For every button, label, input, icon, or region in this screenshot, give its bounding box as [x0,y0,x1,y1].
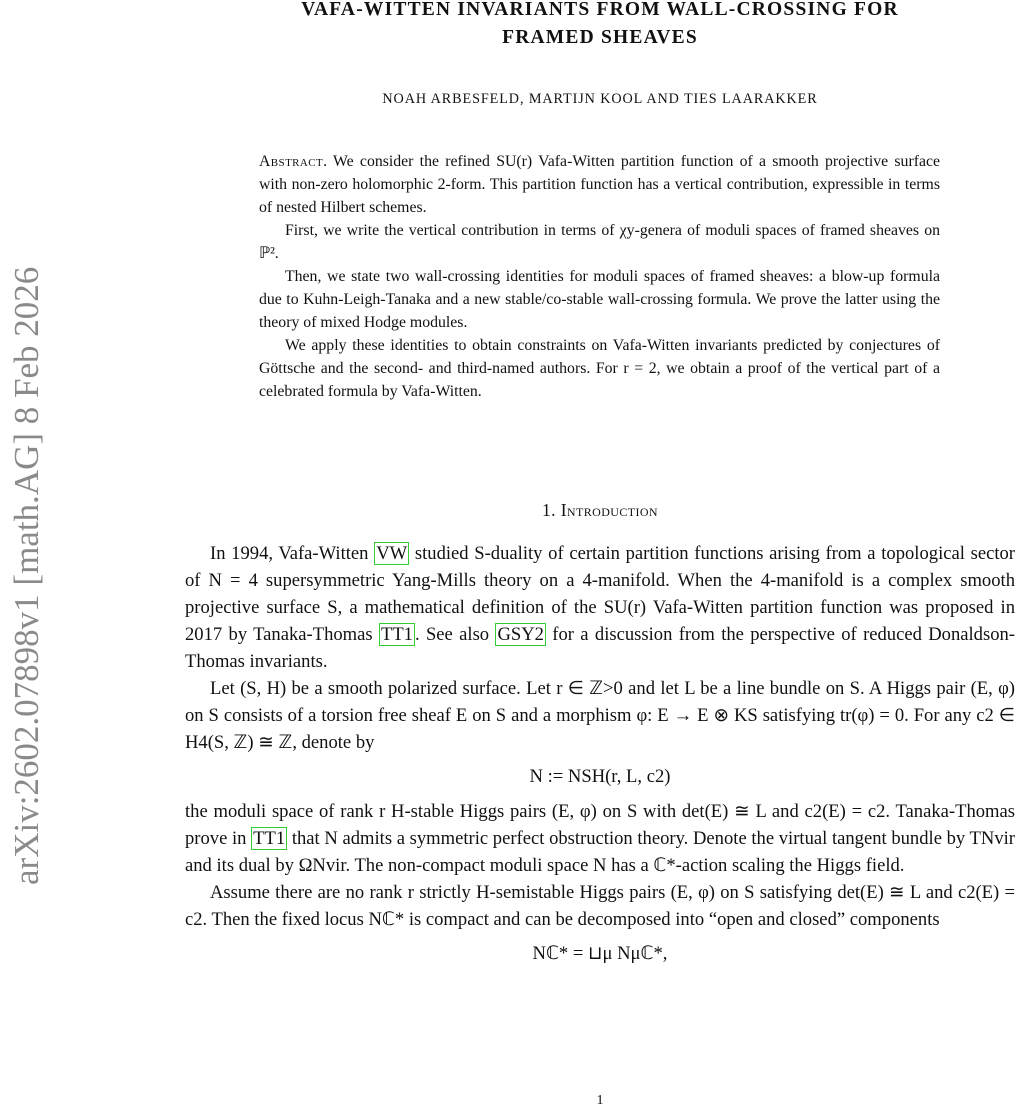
display-equation-moduli: N := NSH(r, L, c2) [529,766,671,787]
abstract-paragraph-3: Then, we state two wall-crossing identities for moduli spaces of framed sheaves: a blow-up formula due to Kuhn-Leigh-Tanaka and a new stable/co-stable wall-crossing formula. We prove the latter using the theory of mixed Hodge modules. [259,268,940,331]
paper-title [185,0,1015,52]
body-paragraph-3 [185,798,1015,879]
paper-title-line-1: VAFA-WITTEN INVARIANTS FROM WALL-CROSSING FOR [301,0,899,20]
arxiv-side-stamp [2,120,48,890]
body-paragraph-2: Let (S, H) be a smooth polarized surface. Let r ∈ ℤ>0 and let L be a line bundle on S. A Higgs pair (E, φ) on S consists of a torsion free sheaf E on S and a morphism φ: E → E ⊗ KS satisfying tr(φ) = 0. For any c2 ∈ H4(S, ℤ) ≅ ℤ, denote by [185,678,1015,753]
display-equation-fixed-locus: Nℂ* = ⊔μ Nμℂ*, [532,943,668,964]
abstract-paragraph-4: We apply these identities to obtain constraints on Vafa-Witten invariants predicted by conjectures of Göttsche and the second- and third-named authors. For r = 2, we obtain a proof of the vertical part of a celebrated formula by Vafa-Witten. [259,337,940,400]
abstract-paragraph-2: First, we write the vertical contribution in terms of χy-genera of moduli spaces of framed sheaves on ℙ². [259,222,940,262]
body-paragraph-4: Assume there are no rank r strictly H-semistable Higgs pairs (E, φ) on S satisfying det(E) ≅ L and c2(E) = c2. Then the fixed locus Nℂ* is compact and can be decomposed into “open and closed” components [185,882,1015,930]
section-number: 1. [541,500,556,520]
citation-tt1-second[interactable]: TT1 [253,828,286,849]
body-p1-part-c: . See also [414,624,490,645]
citation-gsy2[interactable]: GSY2 [497,624,544,645]
body-p3-part-a: the moduli space of rank r H-stable Higgs pairs (E, φ) on S with det(E) ≅ L and c2(E) = c2. Tanaka-Thomas prove in [185,801,1015,849]
section-title: Introduction [560,500,658,520]
citation-vw[interactable]: VW [376,543,408,564]
paper-title-line-2: FRAMED SHEAVES [502,27,698,48]
citation-tt1[interactable]: TT1 [380,624,413,645]
body-p3-part-b: that N admits a symmetric perfect obstruction theory. Denote the virtual tangent bundle by TNvir and its dual by ΩNvir. The non-compact moduli space N has a ℂ*-action scaling the Higgs field. [185,828,1015,876]
section-heading [185,500,1015,521]
arxiv-identifier: arXiv:2602.07898v1 [math.AG] 8 Feb 2026 [7,266,46,885]
page-number: 1 [596,1093,604,1108]
introduction-body [185,540,1015,975]
body-p1-part-b: studied S-duality of certain partition functions arising from a topological sector of N = 4 supersymmetric Yang-Mills theory on a 4-manifold. When the 4-manifold is a complex smooth projective surface S, a mathematical definition of the SU(r) Vafa-Witten partition function was proposed in 2017 by Tanaka-Thomas [185,543,1015,645]
abstract [259,150,940,403]
body-p1-part-d: for a discussion from the perspective of reduced Donaldson-Thomas invariants. [185,624,1015,672]
body-paragraph-1 [185,540,1015,675]
body-p1-part-a: In 1994, Vafa-Witten [210,543,369,564]
abstract-paragraph-1-text: . We consider the refined SU(r) Vafa-Witten partition function of a smooth projective surface with non-zero holomorphic 2-form. This partition function has a vertical contribution, expressible in terms of nested Hilbert schemes. [259,153,940,216]
abstract-label: Abstract [259,153,324,170]
abstract-paragraph-1 [259,150,940,219]
paper-authors: NOAH ARBESFELD, MARTIJN KOOL AND TIES LAARAKKER [382,91,818,107]
